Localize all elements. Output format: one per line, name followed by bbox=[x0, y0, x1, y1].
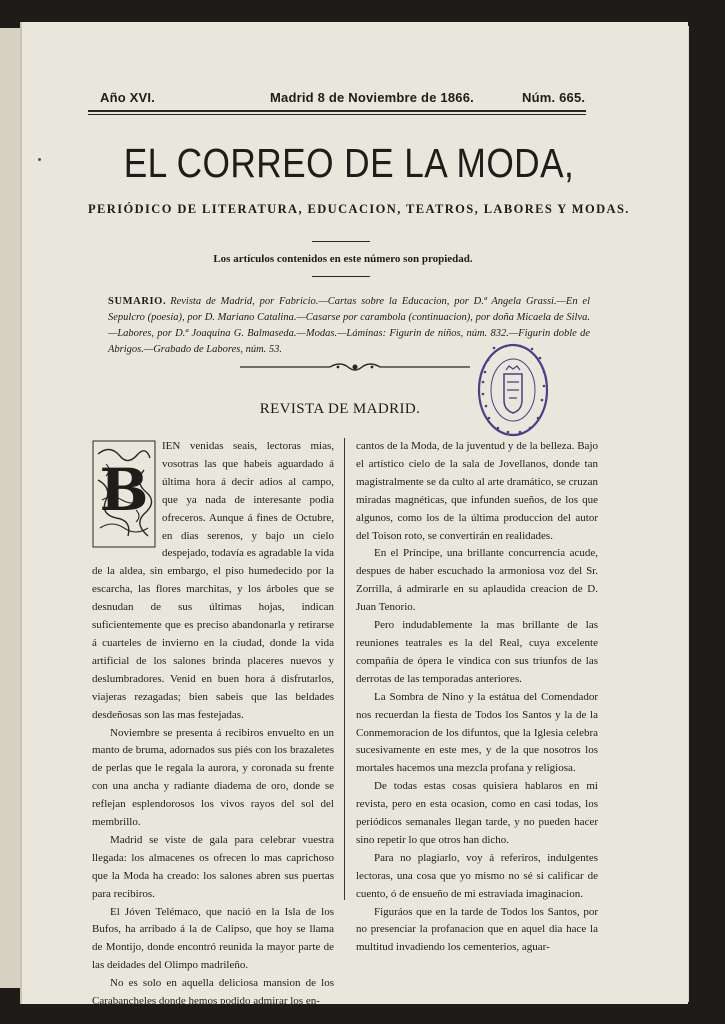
issue-header bbox=[98, 90, 586, 112]
short-rule-bottom bbox=[312, 276, 370, 277]
issue-year: Año XVI. bbox=[100, 90, 156, 105]
paragraph: Noviembre se presenta á recibiros envuelto en un manto de bruma, adornados sus piés con los brazaletes de perlas que le regala la aurora, y coronada su frente con una ancha y radiante diadema de oro, donde se reflejan esplendorosos los vivos rayos del sol del membrillo. bbox=[92, 726, 334, 829]
header-rule-thin bbox=[88, 114, 586, 115]
paragraph: Madrid se viste de gala para celebrar vuestra llegada: los almacenes os ofrecen lo mas caprichoso que la Moda ha creado: los salones abren sus puertas para recibiros. bbox=[92, 833, 334, 900]
column-divider bbox=[344, 438, 345, 900]
dropcap-letter: B bbox=[99, 456, 149, 524]
property-note: Los artículos contenidos en este número son propiedad. bbox=[213, 253, 473, 265]
paragraph: No es solo en aquella deliciosa mansion de los Carabancheles donde hemos podido admirar los en- bbox=[92, 977, 334, 1008]
article-title: REVISTA DE MADRID. bbox=[259, 401, 421, 417]
summary-label: SUMARIO. bbox=[108, 296, 167, 307]
decorated-initial-icon bbox=[92, 440, 156, 548]
paper-speck bbox=[38, 158, 41, 161]
paragraph: Para no plagiarlo, voy á referiros, indulgentes lectoras, una cosa que yo mismo no sé si calificar de cuento, ó de ensueño de mi estraviada imaginacion. bbox=[356, 851, 598, 900]
paragraph: En el Príncipe, una brillante concurrencia acude, despues de haber escuchado la armoniosa voz del Sr. Zorrilla, á admirarle en su aplaudida creacion de D. Juan Tenorio. bbox=[356, 547, 598, 614]
short-rule-top bbox=[312, 241, 370, 242]
paragraph: El Jóven Telémaco, que nació en la Isla de los Bufos, ha arribado á la de Calipso, que hoy se llama de Montijo, donde encontró reunida la mayor parte de las deidades del Olimpo madrileño. bbox=[92, 905, 334, 972]
paragraph: cantos de la Moda, de la juventud y de la belleza. Bajo el artístico cielo de la sala de Jovellanos, donde tan magistralmente se da culto al arte dramático, se cruzan miradas magnéticas, que infunden sueños, de los que algunos, como los de la última produccion del autor del Toison roto, se convertirán en realidades. bbox=[356, 440, 598, 542]
paragraph: Figuráos que en la tarde de Todos los Santos, por no presenciar la profanacion que en aquel dia hace la multitud invadiendo los cementerios, aguar- bbox=[356, 905, 598, 954]
issue-number: Núm. 665. bbox=[522, 90, 586, 105]
article-column-right bbox=[356, 438, 598, 957]
paragraph: De todas estas cosas quisiera hablaros en mi revista, pero en esta ocasion, como en casi todas, los periódicos semanales llegan tarde, y no pueden hacer sino repetir lo que otros han dicho. bbox=[356, 780, 598, 846]
paragraph: IEN venidas seais, lectoras mias, vosotras las que habeis aguardado á última hora á decir adios al campo, que ya nada de interesante podia ofreceros. Aunque á fines de Octubre, en dias serenos, y bajo un cielo despejado, todavía es agradable la vida de la aldea, sin embargo, el piso humedecido por la escarcha, las flores marchitas, y los árboles que se desnudan de sus últimas hojas, indican suficientemente que es preciso abandonarla y retirarse á cuarteles de invierno en la ciudad, donde la vida artificial de los salones brinda placeres nuevos y deslumbradores. Venid en buen hora á disfrutarlos, viajeras rezagadas; bien sabeis que las beldades desdeñosas son las mas festejadas. bbox=[92, 440, 334, 721]
issue-date: Madrid 8 de Noviembre de 1866. bbox=[270, 90, 474, 105]
article-column-left bbox=[92, 438, 334, 1011]
masthead-subtitle: PERIÓDICO DE LITERATURA, EDUCACION, TEATROS, LABORES Y MODAS. bbox=[88, 202, 630, 216]
library-stamp-icon bbox=[476, 342, 550, 438]
paragraph: La Sombra de Nino y la estátua del Comendador nos recuerdan la fiesta de Todos los Santos y la de la Conmemoracion de los difuntos, que la Iglesia celebra sucesivamente en este mes, y de la que nosotros los mortales hacemos una mezcla profana y religiosa. bbox=[356, 690, 598, 775]
paragraph: Pero indudablemente la mas brillante de las reuniones teatrales es la del Real, cuya excelente compañía de ópera le vindica con sus triunfos de las derrotas de las temporadas anteriores. bbox=[356, 619, 598, 685]
ornament-divider bbox=[240, 361, 470, 373]
masthead-title: EL CORREO DE LA MODA, bbox=[123, 140, 575, 186]
header-rule bbox=[88, 110, 586, 112]
summary-text: Revista de Madrid, por Fabricio.—Cartas sobre la Educacion, por D.ª Angela Grassi.—En el Sepulcro (poesía), por D. Mariano Catalina.—Casarse por carambola (continuacion), por doña Micaela de Silva.—Labores, por D.ª Joaquina G. Balmaseda.—Modas.—Láminas: Figurin de niños, núm. 832.—Figurin doble de Abrigos.—Grabado de Labores, núm. 53. bbox=[108, 296, 590, 355]
